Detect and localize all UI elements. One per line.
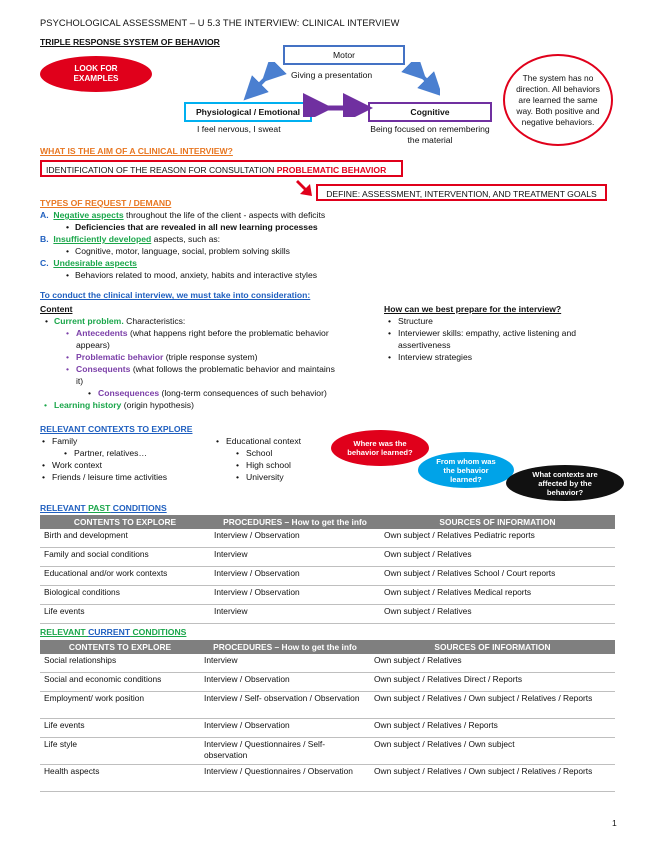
table-cell: Interview [210, 605, 380, 624]
table-cell: Own subject / Relatives [380, 548, 615, 567]
table-row [40, 529, 615, 548]
type-c-label: Undesirable aspects [53, 258, 137, 268]
identification-highlight: PROBLEMATIC BEHAVIOR [276, 165, 387, 175]
table-cell: Family and social conditions [40, 548, 210, 567]
cognitive-example: Being focused on remembering the material [370, 124, 490, 145]
antecedents-rest2: appears) [76, 340, 110, 350]
col-header: SOURCES OF INFORMATION [370, 640, 615, 654]
ctx-school: • School [236, 448, 273, 458]
table-cell: Biological conditions [40, 586, 210, 605]
physiological-box: Physiological / Emotional [184, 102, 312, 122]
system-note: The system has no direction. All behaviors are learned the same way. Both positive and negative behaviors. [503, 54, 613, 146]
table-cell: Life style [40, 738, 200, 765]
col-header: PROCEDURES – How to get the info [210, 515, 380, 529]
consequences-label: Consequences [98, 388, 160, 398]
triple-arrows [240, 62, 440, 117]
question-whom: From whom was the behavior learned? [418, 452, 514, 488]
problematic-rest: (triple response system) [163, 352, 258, 362]
type-a [40, 210, 325, 221]
table-cell: Own subject / Relatives / Own subject / Relatives / Reports [370, 765, 615, 792]
ctx-high: • High school [236, 460, 291, 470]
contexts-title: RELEVANT CONTEXTS TO EXPLORE [40, 424, 193, 434]
consequences: • Consequences (long-term consequences of such behavior) [88, 388, 327, 398]
past-conditions-table [40, 515, 615, 624]
table-cell: Educational and/or work contexts [40, 567, 210, 586]
col-header: PROCEDURES – How to get the info [200, 640, 370, 654]
table-cell: Birth and development [40, 529, 210, 548]
question-where: Where was the behavior learned? [331, 430, 429, 466]
table-cell: Interview / Self- observation / Observation [200, 692, 370, 719]
prep-item-0: • Structure [388, 316, 433, 326]
table-cell: Own subject / Relatives / Own subject [370, 738, 615, 765]
table-row [40, 765, 615, 792]
table-row [40, 692, 615, 719]
table-row [40, 605, 615, 624]
table-cell: Own subject / Relatives Medical reports [380, 586, 615, 605]
identification-box [40, 160, 403, 177]
ctx-friends: • Friends / leisure time activities [42, 472, 168, 482]
table-cell: Interview [200, 654, 370, 673]
page-header: PSYCHOLOGICAL ASSESSMENT – U 5.3 THE INTERVIEW: CLINICAL INTERVIEW [40, 18, 400, 28]
arrow-motor-cog [418, 72, 434, 88]
consider-title: To conduct the clinical interview, we must take into consideration: [40, 290, 311, 300]
triple-title: TRIPLE RESPONSE SYSTEM OF BEHAVIOR [40, 37, 220, 47]
learning-history: • Learning history (origin hypothesis) [44, 400, 194, 410]
current-problem-label: Current problem. [54, 316, 124, 326]
look-for-examples-badge: LOOK FOR EXAMPLES [40, 56, 152, 92]
ctx-edu: • Educational context [216, 436, 302, 446]
consequents-rest2: it) [76, 376, 84, 386]
table-cell: Employment/ work position [40, 692, 200, 719]
type-a-label: Negative aspects [53, 210, 124, 220]
ctx-family: • Family [42, 436, 78, 446]
problematic: • Problematic behavior (triple response system) [66, 352, 258, 362]
table-cell: Own subject / Relatives School / Court reports [380, 567, 615, 586]
learning-rest: (origin hypothesis) [121, 400, 194, 410]
type-b-sub: • Cognitive, motor, language, social, problem solving skills [75, 246, 290, 257]
aim-title: WHAT IS THE AIM OF A CLINICAL INTERVIEW? [40, 146, 233, 156]
arrow-motor-physio [252, 74, 270, 92]
type-a-sub: • Deficiencies that are revealed in all new learning processes [75, 222, 318, 233]
table-cell: Own subject / Relatives / Reports [370, 719, 615, 738]
type-c [40, 258, 137, 269]
table-cell: Interview / Questionnaires / Observation [200, 765, 370, 792]
table-cell: Interview / Observation [200, 673, 370, 692]
col-header: SOURCES OF INFORMATION [380, 515, 615, 529]
prep-item-2: assertiveness [398, 340, 451, 350]
cognitive-box: Cognitive [368, 102, 492, 122]
type-b [40, 234, 220, 245]
table-header-row [40, 640, 615, 654]
page-number: 1 [612, 818, 617, 828]
table-cell: Own subject / Relatives [380, 605, 615, 624]
table-cell: Own subject / Relatives [370, 654, 615, 673]
past-title: RELEVANT PAST CONDITIONS [40, 503, 167, 513]
type-a-letter: A. [40, 210, 49, 220]
consequents: • Consequents (what follows the problematic behavior and maintains [66, 364, 335, 374]
table-cell: Own subject / Relatives Direct / Reports [370, 673, 615, 692]
ctx-work: • Work context [42, 460, 102, 470]
type-a-rest: throughout the life of the client - aspects with deficits [123, 210, 326, 220]
current-problem [54, 316, 185, 327]
prep-title: How can we best prepare for the interview? [384, 304, 562, 314]
ctx-partner: • Partner, relatives… [64, 448, 148, 458]
prep-item-3: • Interview strategies [388, 352, 473, 362]
table-cell: Interview / Observation [210, 567, 380, 586]
table-row [40, 548, 615, 567]
table-row [40, 567, 615, 586]
type-b-letter: B. [40, 234, 49, 244]
table-cell: Own subject / Relatives / Own subject / Relatives / Reports [370, 692, 615, 719]
define-box: DEFINE: ASSESSMENT, INTERVENTION, AND TREATMENT GOALS [316, 184, 607, 201]
prep-item-1: • Interviewer skills: empathy, active listening and [388, 328, 577, 338]
current-conditions-table [40, 640, 615, 792]
table-row [40, 719, 615, 738]
current-problem-rest: Characteristics: [123, 316, 186, 326]
antecedents-rest: (what happens right before the problematic behavior [127, 328, 329, 338]
table-cell: Interview / Observation [200, 719, 370, 738]
type-b-rest: aspects, such as: [151, 234, 221, 244]
content-title: Content [40, 304, 73, 314]
physiological-example: I feel nervous, I sweat [197, 124, 281, 134]
down-right-arrow-icon [296, 178, 318, 198]
col-header: CONTENTS TO EXPLORE [40, 640, 200, 654]
identification-text: IDENTIFICATION OF THE REASON FOR CONSULTATION [46, 165, 277, 175]
type-b-label: Insufficiently developed [53, 234, 152, 244]
table-row [40, 673, 615, 692]
types-title: TYPES OF REQUEST / DEMAND [40, 198, 172, 208]
col-header: CONTENTS TO EXPLORE [40, 515, 210, 529]
table-cell: Interview [210, 548, 380, 567]
table-cell: Life events [40, 605, 210, 624]
type-c-letter: C. [40, 258, 49, 268]
learning-label: Learning history [54, 400, 122, 410]
ctx-uni: • University [236, 472, 284, 482]
motor-box: Motor [283, 45, 405, 65]
table-row [40, 586, 615, 605]
consequences-rest: (long-term consequences of such behavior) [159, 388, 327, 398]
table-header-row [40, 515, 615, 529]
antecedents: • Antecedents (what happens right before the problematic behavior [66, 328, 329, 338]
table-cell: Interview / Observation [210, 586, 380, 605]
type-c-sub: • Behaviors related to mood, anxiety, habits and interactive styles [75, 270, 317, 281]
antecedents-label: Antecedents [76, 328, 128, 338]
current-title: RELEVANT CURRENT CONDITIONS [40, 627, 187, 637]
problematic-label: Problematic behavior [76, 352, 164, 362]
table-cell: Health aspects [40, 765, 200, 792]
question-contexts: What contexts are affected by the behavior? [506, 465, 624, 501]
consequents-rest: (what follows the problematic behavior and maintains [130, 364, 335, 374]
motor-example: Giving a presentation [291, 70, 373, 80]
table-row [40, 654, 615, 673]
table-cell: Own subject / Relatives Pediatric reports [380, 529, 615, 548]
table-cell: Social and economic conditions [40, 673, 200, 692]
table-cell: Life events [40, 719, 200, 738]
table-cell: Interview / Observation [210, 529, 380, 548]
table-cell: Social relationships [40, 654, 200, 673]
table-cell: Interview / Questionnaires / Self-observation [200, 738, 370, 765]
consequents-label: Consequents [76, 364, 131, 374]
table-row [40, 738, 615, 765]
